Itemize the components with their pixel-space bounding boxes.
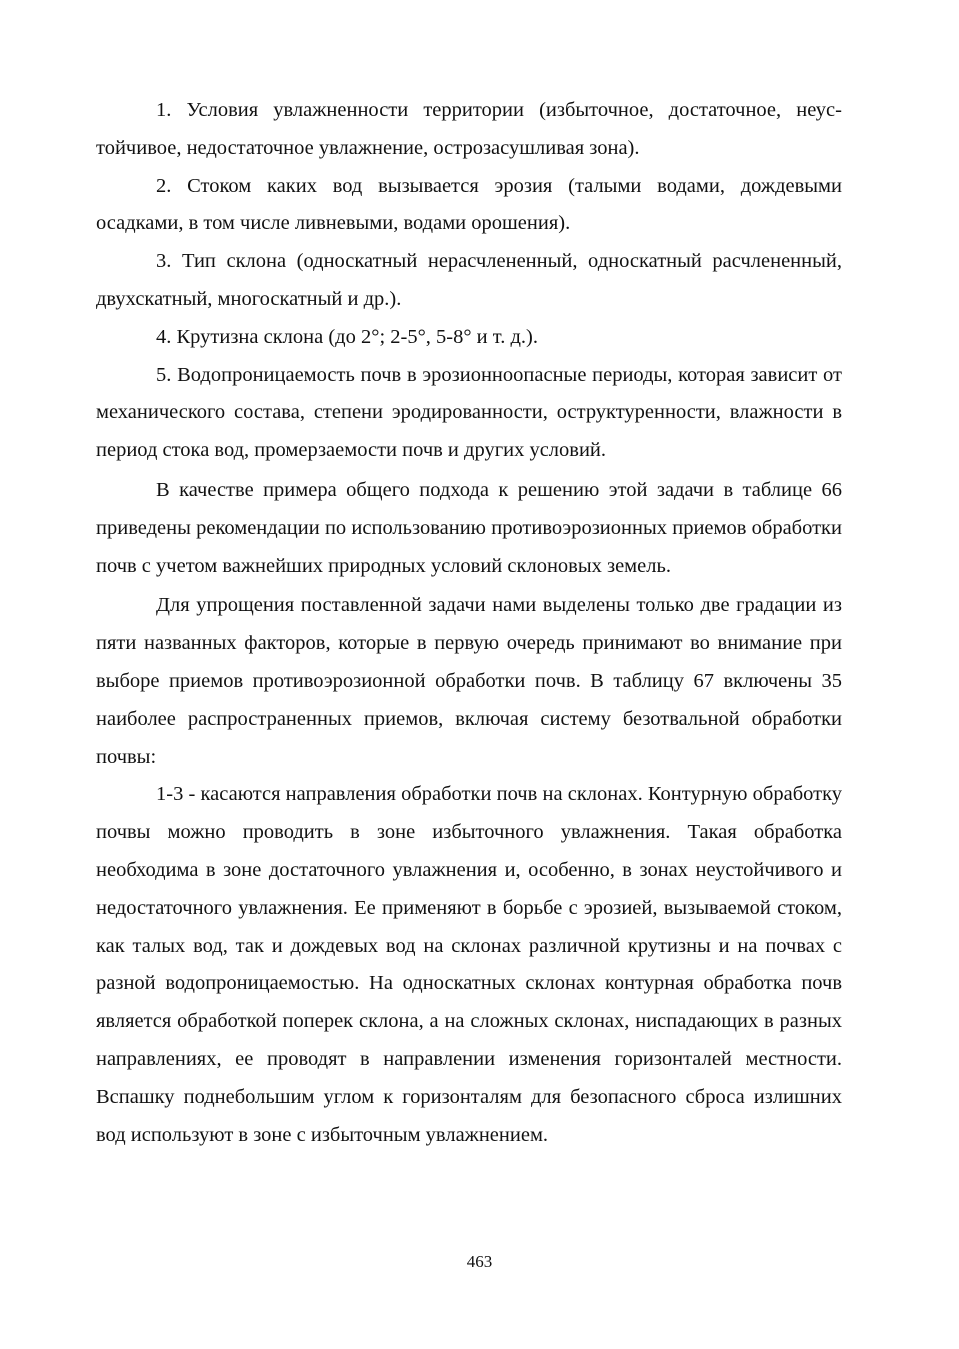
paragraph-slope-steepness: 4. Крутизна склона (до 2°; 2-5°, 5-8° и т. д.). xyxy=(156,325,538,348)
paragraph-soil-permeability: 5. Водопроницаемость почв в эрозионноопасные периоды, которая зависит от механического состава, степени эродированности, оструктуренности, влажности в период стока вод, промерзаемости почв и других условий. xyxy=(96,363,842,462)
page-number: 463 xyxy=(466,1252,493,1271)
paragraph-slope-type: 3. Тип склона (односкатный нерасчлененный, односкатный расчлененный, двухскатный, многоскатный и др.). xyxy=(96,250,842,310)
paragraph-moisture-conditions: 1. Условия увлажненности территории (избыточное, достаточное, неустойчивое, недостаточное увлажнение, острозасушливая зона). xyxy=(96,99,842,159)
paragraph-table-66-example: В качестве примера общего подхода к решению этой задачи в таблице 66 приведены рекомендации по использованию противоэрозионных приемов обработки почв с учетом важнейших природных условий склоновых земель. xyxy=(96,478,842,577)
paragraph-tillage-direction: 1-3 - касаются направления обработки почв на склонах. Контурную обработку почвы можно проводить в зоне избыточного увлажнения. Такая обработка необходима в зоне достаточного увлажнения и, особенно, в зонах неустойчивого и недостаточного увлажнения. Ее применяют в борьбе с эрозией, вызываемой стоком, как талых вод, так и дождевых вод на склонах различной крутизны и на почвах с разной водопроницаемостью. На односкатных склонах контурная обработка почв является обработкой поперек склона, а на сложных склонах, ниспадающих в разных направлениях, ее проводят в направлении изменения горизонталей местности. Вспашку поднебольшим углом к горизонталям для безопасного сброса излишних вод используют в зоне с избыточным увлажнением. xyxy=(96,783,842,1146)
body-text xyxy=(96,92,842,1154)
paragraph-runoff-water-type: 2. Стоком каких вод вызывается эрозия (талыми водами, дождевыми осадками, в том числе ливневыми, водами орошения). xyxy=(96,174,842,235)
paragraph-table-67-intro: Для упрощения поставленной задачи нами выделены только две градации из пяти названных факторов, которые в первую очередь принимают во внимание при выборе приемов противоэрозионной обработки почв. В таблицу 67 включены 35 наиболее распространенных приемов, включая систему безотвальной обработки почвы: xyxy=(96,594,842,768)
